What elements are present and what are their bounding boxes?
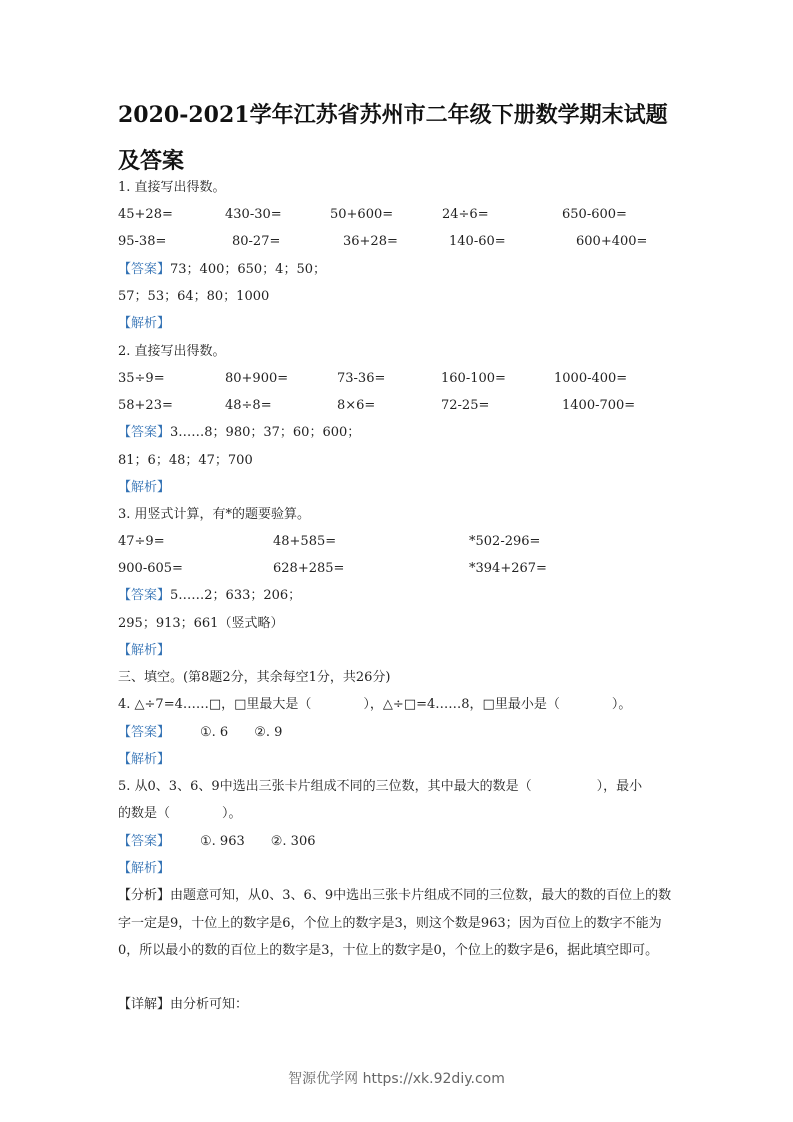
q1-item: 140-60=	[449, 234, 506, 249]
q5-analysis-paragraph	[118, 882, 678, 965]
q2-item: 73-36=	[337, 371, 386, 386]
q2-item: 72-25=	[441, 398, 490, 413]
q3-answer	[118, 586, 301, 606]
q3-item: 48+585=	[273, 534, 337, 549]
q1-item: 24÷6=	[442, 207, 489, 222]
q2-item: 160-100=	[441, 371, 506, 386]
q1-analysis-tag: 【解析】	[118, 316, 171, 331]
q4-question: 4. △÷7=4……□，□里最大是（ ），△÷□=4……8，□里最小是（ ）。	[118, 697, 632, 712]
q2-answer	[118, 423, 360, 443]
q2-item: 58+23=	[118, 398, 173, 413]
footer-watermark: 智源优学网 https://xk.92diy.com	[288, 1071, 505, 1087]
page-title: 2020-2021学年江苏省苏州市二年级下册数学期末试题及答案	[118, 102, 668, 174]
q1-item: 95-38=	[118, 234, 167, 249]
q2-item: 48÷8=	[225, 398, 272, 413]
section-heading: 三、填空。(第8题2分，其余每空1分，共26分)	[118, 670, 391, 685]
q4-analysis-tag: 【解析】	[118, 752, 171, 767]
q3-answer-cont: 295；913；661（竖式略）	[118, 616, 284, 631]
q3-item: *502-296=	[469, 534, 541, 549]
answer-text: ①. 6 ②. 9	[200, 725, 283, 740]
q3-analysis-tag: 【解析】	[118, 643, 171, 658]
q5-detail	[118, 995, 248, 1015]
q1-item: 36+28=	[343, 234, 398, 249]
q2-answer-cont: 81；6；48；47；700	[118, 453, 253, 468]
answer-tag: 【答案】	[118, 834, 171, 849]
q2-item: 80+900=	[225, 371, 289, 386]
q1-item: 430-30=	[225, 207, 282, 222]
q2-item: 8×6=	[337, 398, 376, 413]
q1-item: 650-600=	[562, 207, 627, 222]
q1-item: 80-27=	[232, 234, 281, 249]
answer-text: 5……2；633；206；	[170, 588, 302, 603]
q1-item: 50+600=	[330, 207, 394, 222]
q2-heading: 2. 直接写出得数。	[118, 344, 226, 359]
q2-analysis-tag: 【解析】	[118, 480, 171, 495]
q5-question-cont: 的数是（ ）。	[118, 806, 242, 821]
xiangjie-tag: 【详解】	[118, 997, 171, 1012]
q3-item: 900-605=	[118, 561, 183, 576]
q1-heading: 1. 直接写出得数。	[118, 180, 226, 195]
xiangjie-text: 由分析可知：	[170, 997, 249, 1012]
fenxi-tag: 【分析】	[118, 888, 171, 903]
q2-item: 1400-700=	[562, 398, 636, 413]
answer-text: ①. 963 ②. 306	[200, 834, 316, 849]
q1-answer	[118, 260, 326, 280]
q1-item: 45+28=	[118, 207, 173, 222]
q3-item: 628+285=	[273, 561, 345, 576]
q3-heading: 3. 用竖式计算，有*的题要验算。	[118, 507, 311, 522]
answer-tag: 【答案】	[118, 588, 171, 603]
q5-answer	[118, 832, 315, 852]
answer-tag: 【答案】	[118, 262, 171, 277]
q2-item: 35÷9=	[118, 371, 165, 386]
q1-answer-cont: 57；53；64；80；1000	[118, 289, 270, 304]
q2-item: 1000-400=	[554, 371, 628, 386]
q5-question: 5. 从0、3、6、9中选出三张卡片组成不同的三位数，其中最大的数是（ ），最小	[118, 779, 643, 794]
q1-item: 600+400=	[576, 234, 648, 249]
answer-text: 3……8；980；37；60；600；	[170, 425, 361, 440]
q4-answer	[118, 723, 282, 743]
answer-tag: 【答案】	[118, 425, 171, 440]
q3-item: 47÷9=	[118, 534, 165, 549]
q5-analysis-tag: 【解析】	[118, 861, 171, 876]
answer-tag: 【答案】	[118, 725, 171, 740]
q3-item: *394+267=	[469, 561, 547, 576]
answer-text: 73；400；650；4；50；	[170, 262, 326, 277]
fenxi-text: 由题意可知，从0、3、6、9中选出三张卡片组成不同的三位数，最大的数的百位上的数字一定是9，十位上的数字是6，个位上的数字是3，则这个数是963；因为百位上的数字不能为0，所以最小的数的百位上的数字是3，十位上的数字是0，个位上的数字是6，据此填空即可。	[118, 888, 672, 958]
